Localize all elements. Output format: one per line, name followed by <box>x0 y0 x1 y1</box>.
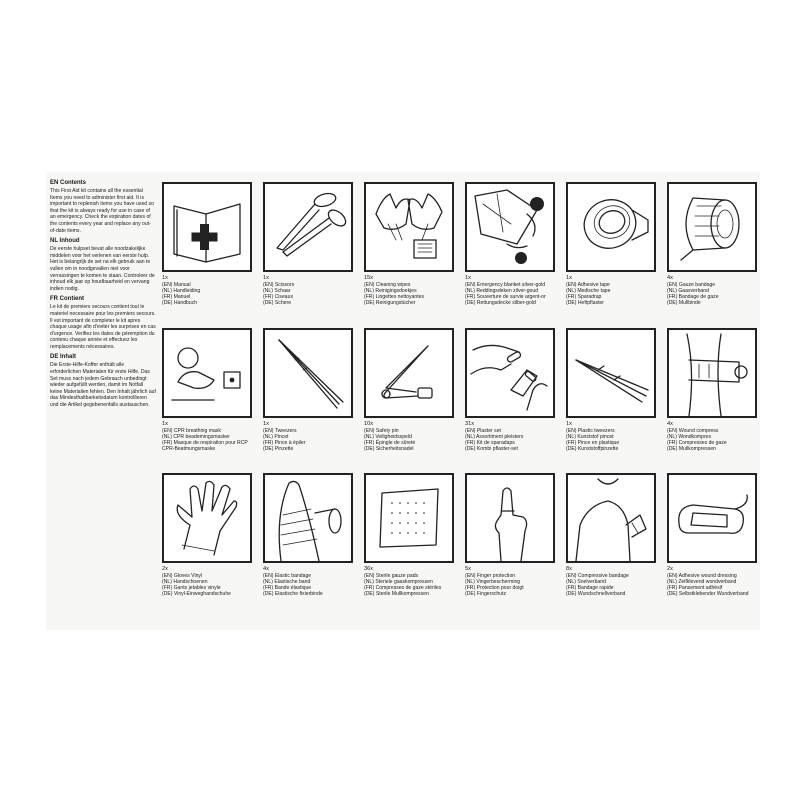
label-en: (EN) Gauze bandage <box>667 281 716 288</box>
label-de: (DE) Kunststoffpinzette <box>566 446 619 453</box>
kit-item <box>364 473 458 597</box>
label-en: (EN) Adhesive tape <box>566 281 610 288</box>
label-de: (DE) Elastische fixierbinde <box>263 591 323 598</box>
label-en: (EN) Finger protection <box>465 572 516 579</box>
item-quantity: 1x <box>566 421 572 427</box>
label-fr: (FR) Masque de respiration pour RCP <box>162 440 248 446</box>
label-en: (EN) CPR breathing mask <box>162 427 221 434</box>
kit-item <box>162 473 256 597</box>
label-nl: (NL) Medische tape <box>566 287 611 294</box>
label-en: (EN) Adhesive wound dressing <box>667 572 737 579</box>
kit-item <box>364 328 458 452</box>
label-nl: (NL) Assortiment pleisters <box>465 433 524 440</box>
intro-section-fr <box>50 296 156 350</box>
label-de: (DE) Mullbinde <box>667 300 701 307</box>
label-en: (EN) Wound compress <box>667 427 719 434</box>
item-quantity: 5x <box>465 566 471 572</box>
label-nl: (NL) Handleiding <box>162 287 201 294</box>
cpr-mask-icon <box>162 328 252 418</box>
kit-item <box>263 182 357 306</box>
label-de: (DE) Rettungsdecke silber-gold <box>465 300 536 307</box>
label-nl: (NL) Vingerbescherming <box>465 578 521 585</box>
intro-section-en <box>50 180 156 234</box>
label-fr: (FR) Protection pour doigt <box>465 585 524 591</box>
label-en: (EN) Sterile gauze pads <box>364 572 419 579</box>
kit-item <box>162 182 256 306</box>
label-de: CPR-Beatmungsmaske <box>162 446 216 453</box>
label-de: (DE) Kombi pflaster-set <box>465 446 518 453</box>
label-nl: (NL) Elastische band <box>263 578 311 585</box>
intro-section-de <box>50 354 156 408</box>
label-en: (EN) Emergency blanket silver-gold <box>465 281 546 288</box>
section-heading: NL Inhoud <box>50 238 80 245</box>
adhesive-tape-icon <box>566 182 656 272</box>
label-fr: (FR) Compresses de gaze stériles <box>364 585 442 591</box>
label-fr: (FR) Pansement adhésif <box>667 585 723 591</box>
item-quantity: 4x <box>667 275 673 281</box>
kit-item <box>667 182 761 306</box>
safety-pin-icon <box>364 328 454 418</box>
label-en: (EN) Compressive bandage <box>566 572 629 579</box>
item-quantity: 8x <box>566 566 572 572</box>
label-de: (DE) Selbstklebender Wundverband <box>667 591 749 598</box>
label-en: (EN) Plastic tweezers <box>566 427 615 434</box>
item-quantity: 36x <box>364 566 374 572</box>
label-de: (DE) Fingerschutz <box>465 591 507 598</box>
label-fr: (FR) Bandage de gaze <box>667 294 719 300</box>
plastic-tweezers-icon <box>566 328 656 418</box>
label-en: (EN) Scissors <box>263 281 295 288</box>
section-text: Le kit de premiers secours contient tout le materiel necessaire pour les premiers secours. Il est important de completer le kit apres chaque usage afin d'eviter les surprises en cas d'urgence. Verifiez les dates de péremption du contenu chaque année et effectuez les remplacements nécessaires. <box>50 304 156 350</box>
kit-item <box>162 328 256 452</box>
label-nl: (NL) Pincet <box>263 433 289 440</box>
label-nl: (NL) Wondkompres <box>667 433 712 440</box>
label-de: (DE) Reinigungstücher <box>364 300 416 307</box>
section-text: This First Aid kit contains all the essential Items you need to administer first aid. It is important to replenish items you have used so that the kit is always ready for use in case of an emergency. Check the expiration dates of the contents every year and replace any out-of-date items. <box>50 188 154 234</box>
label-nl: (NL) Kunststof pincet <box>566 433 614 440</box>
label-de: (DE) Vinyl-Einweghandschuhe <box>162 591 231 598</box>
label-de: (DE) Sterile Mullkompressen <box>364 591 429 598</box>
kit-item <box>263 473 357 597</box>
label-nl: (NL) Handschoenen <box>162 578 208 585</box>
label-nl: (NL) Zelfklevend wondverband <box>667 578 737 585</box>
item-quantity: 4x <box>263 566 269 572</box>
label-en: (EN) Gloves Vinyl <box>162 572 203 579</box>
elastic-bandage-icon <box>263 473 353 563</box>
item-quantity: 1x <box>465 275 471 281</box>
gauze-bandage-icon <box>667 182 757 272</box>
item-quantity: 4x <box>667 421 673 427</box>
section-heading: FR Contient <box>50 296 84 303</box>
manual-icon <box>162 182 252 272</box>
item-quantity: 15x <box>364 275 374 281</box>
label-nl: (NL) Steriele gaaskompressen <box>364 578 433 585</box>
label-nl: (NL) Veiligheidsspeld <box>364 433 412 440</box>
label-fr: (FR) Compresses de gaze <box>667 440 727 446</box>
label-fr: (FR) Pince à épiler <box>263 440 306 446</box>
label-en: (EN) Tweezers <box>263 427 297 434</box>
label-nl: (NL) CPR beademingsmasker <box>162 433 230 440</box>
kit-item <box>465 328 559 452</box>
label-de: (DE) Pinzette <box>263 446 294 453</box>
kit-item <box>566 328 660 452</box>
label-en: (EN) Cleaning wipes <box>364 281 411 288</box>
label-de: (DE) Mullkompressen <box>667 446 716 453</box>
label-en: (EN) Plaster set <box>465 427 501 434</box>
label-de: (DE) Heftpflaster <box>566 300 604 307</box>
label-fr: (FR) Sparadrap <box>566 294 602 300</box>
section-text: Die Erste-Hilfe-Koffer enthält alle erforderlichen Materialen für erste Hilfe. Das Set muss nach jedem Gebrauch unbedingt wieder aufgefüllt werden, damit im Notfall keine Materialien fehlen. Den Inhalt jährlich auf das Mindesthaltbarkeitsdatum kontrollieren und die Artikel gegebenenfalls austauschen. <box>50 362 156 409</box>
label-nl: (NL) Snelverband <box>566 578 606 585</box>
label-nl: (NL) Reinigingsdoekjes <box>364 287 417 294</box>
item-quantity: 1x <box>566 275 572 281</box>
item-quantity: 1x <box>162 421 168 427</box>
item-quantity: 31x <box>465 421 475 427</box>
label-de: (DE) Handbuch <box>162 300 198 307</box>
intro-text-column <box>50 180 156 413</box>
label-fr: (FR) Souverture de survie argent-or <box>465 294 546 300</box>
item-quantity: 1x <box>162 275 168 281</box>
section-heading: DE Inhalt <box>50 354 77 361</box>
plaster-set-icon <box>465 328 555 418</box>
label-fr: (FR) Bande élastique <box>263 585 312 591</box>
finger-protection-icon <box>465 473 555 563</box>
kit-item <box>465 473 559 597</box>
emergency-blanket-icon <box>465 182 555 272</box>
label-fr: (FR) Bandage rapide <box>566 585 614 591</box>
item-quantity: 1x <box>263 421 269 427</box>
label-fr: (FR) Ciseaux <box>263 294 294 300</box>
compressive-bandage-icon <box>566 473 656 563</box>
label-nl: (NL) Schaar <box>263 287 291 294</box>
label-fr: (FR) Épingle de sûreté <box>364 440 416 446</box>
label-de: (DE) Sicherheitsnadel <box>364 446 414 453</box>
item-quantity: 10x <box>364 421 374 427</box>
scissors-icon <box>263 182 353 272</box>
label-fr: (FR) Kit de sparadaps <box>465 440 515 446</box>
kit-item <box>566 473 660 597</box>
kit-item <box>465 182 559 306</box>
label-fr: (FR) Lingettes nettoyantes <box>364 294 425 300</box>
kit-item <box>566 182 660 306</box>
label-fr: (FR) Gants jetables vinyle <box>162 585 221 591</box>
kit-item <box>263 328 357 452</box>
item-quantity: 2x <box>162 566 168 572</box>
label-en: (EN) Safety pin <box>364 427 399 434</box>
label-fr: (FR) Manuel <box>162 294 191 300</box>
label-en: (EN) Manual <box>162 281 191 288</box>
label-de: (DE) Wundschnellverband <box>566 591 626 598</box>
kit-item <box>667 473 761 597</box>
wound-compress-icon <box>667 328 757 418</box>
wound-dressing-icon <box>667 473 757 563</box>
section-text: De eerste hulpset bevat alle noodzakelijke middelen voor het verlenen van eerste hulp. Het is belangrijk de set na elk gebruik aan te vullen om in noodgevallen niet voor verrassingen te komen te staan. Controleer de inhoud elk jaar op houdbaarheid en vervang indien nodig. <box>50 246 155 292</box>
gloves-icon <box>162 473 252 563</box>
kit-item <box>364 182 458 306</box>
item-quantity: 1x <box>263 275 269 281</box>
kit-item <box>667 328 761 452</box>
cleaning-wipes-icon <box>364 182 454 272</box>
label-en: (EN) Elastic bandage <box>263 572 312 579</box>
section-heading: EN Contents <box>50 180 86 186</box>
gauze-pads-icon <box>364 473 454 563</box>
item-quantity: 2x <box>667 566 673 572</box>
label-fr: (FR) Pince en plastique <box>566 440 620 446</box>
label-nl: (NL) Gaasverband <box>667 287 709 294</box>
label-de: (DE) Schere <box>263 300 292 307</box>
tweezers-icon <box>263 328 353 418</box>
label-nl: (NL) Reddingsdeken zilver-goud <box>465 287 539 294</box>
intro-section-nl <box>50 238 156 292</box>
